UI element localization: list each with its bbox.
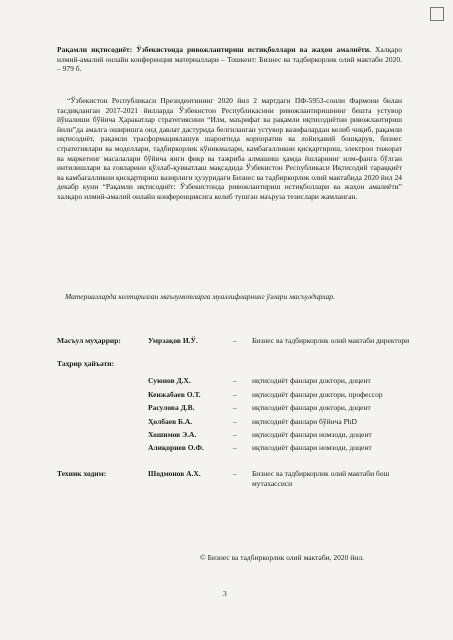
board-member-description: иқтисодиёт фанлари номзоди, доцент [252,443,372,452]
editor-role-label: Масъул муҳаррир: [57,336,121,345]
tech-staff-description: Бизнес ва тадбиркорлик олий мактаби бош мутахассиси [252,469,390,488]
board-member-dash: – [233,403,237,412]
bibliography-details: Халқаро илмий-амалий онлайн конференция материаллари – Тошкент: Бизнес ва тадбиркорлик олий мактаби 2020. – 979 б. [57,45,402,74]
board-member-name: Кенжабаев О.Т. [148,390,201,399]
board-member-dash: – [233,443,237,452]
tech-staff-dash: – [233,469,237,478]
editorial-board-label: Таҳрир ҳайъати: [57,359,115,368]
abstract-paragraph: “Ўзбекистон Республикаси Президентининг 2020 йил 2 мартдаги ПФ-5953-сонли Фармони билан тасдиқланган 2017-2021 йилларда Ўзбекистон Республикасини ривожлантиришнинг бешта устувор йўналиши бўйича Ҳаракатлар стратегиясини “Илм, маърифат ва рақамли иқтисодиётни ривожлантириш йили”да амалга оширишга оид давлат дастурида белгиланган устувор вазифалардан келиб чиқиб, рақамли иқтисодиёт, рақамли трасформациялашув шароитида корпоратив ва лойиҳавий бошқарув, бизнес стратегиялари ва моделлари, тадбиркорлик кўникмалари, камбағалликни қисқартириш, электрон тижорат ва маркетинг масалалари бўйича янги фикр ва тажриба алмашиш ҳамда ёшларнинг илм-фанга бўлган интилишлари ва ғояларини қўллаб-қувватлаш мақсадида Ўзбекистон Республикаси Иқтисодий тараққиёт ва камбағалликни қисқартириш вазирлиги ҳузуридаги Бизнес ва тадбиркорлик олий мактабида 2020 йил 24 декабр куни “Рақамли иқтисодиёт: Ўзбекистонда ривожлантириш истиқболлари ва жаҳон амалиёти” халқаро илмий-амалий онлайн конференциясига келиб тушган маъруза тезислари жамланган. [57,96,402,201]
copyright-line: © Бизнес ва тадбиркорлик олий мактаби, 2020 йил. [200,553,364,562]
board-member-dash: – [233,430,237,439]
page-number: 3 [223,589,227,598]
bibliography-title: Рақамли иқтисодиёт: Ўзбекистонда ривожлантириш истиқболлари ва жаҳон амалиёти. [57,45,371,54]
corner-mark [430,7,444,21]
editor-name: Умрзақов И.Ў. [148,336,198,345]
board-member-name: Ҳолбаев Б.А. [148,417,193,426]
board-member-dash: – [233,376,237,385]
bibliographic-reference [57,45,402,74]
editor-dash: – [233,336,237,345]
board-member-name: Хошимов Э.А. [148,430,197,439]
board-member-description: иқтисодиёт фанлари доктори, доцент [252,403,371,412]
responsibility-note: Материалларда келтирилган маълумотларга муаллифларнинг ўзлари масъулдирлар. [65,292,335,301]
board-member-name: Расулова Д.В. [148,403,195,412]
board-member-description: иқтисодиёт фанлари номзоди, доцент [252,430,372,439]
editor-description: Бизнес ва тадбиркорлик олий мактаби директори [252,336,410,345]
board-member-dash: – [233,417,237,426]
tech-role-label: Техник ходим: [57,469,107,478]
board-member-name: Алиқориев О.Ф. [148,443,204,452]
tech-staff-name: Шодмонов А.Х. [148,469,201,478]
board-member-dash: – [233,390,237,399]
board-member-description: иқтисодиёт фанлари бўйича PhD [252,417,357,426]
board-member-description: иқтисодиёт фанлари доктори, доцент [252,376,371,385]
board-member-description: иқтисодиёт фанлари доктори, профессор [252,390,383,399]
board-member-name: Суюнов Д.Х. [148,376,191,385]
